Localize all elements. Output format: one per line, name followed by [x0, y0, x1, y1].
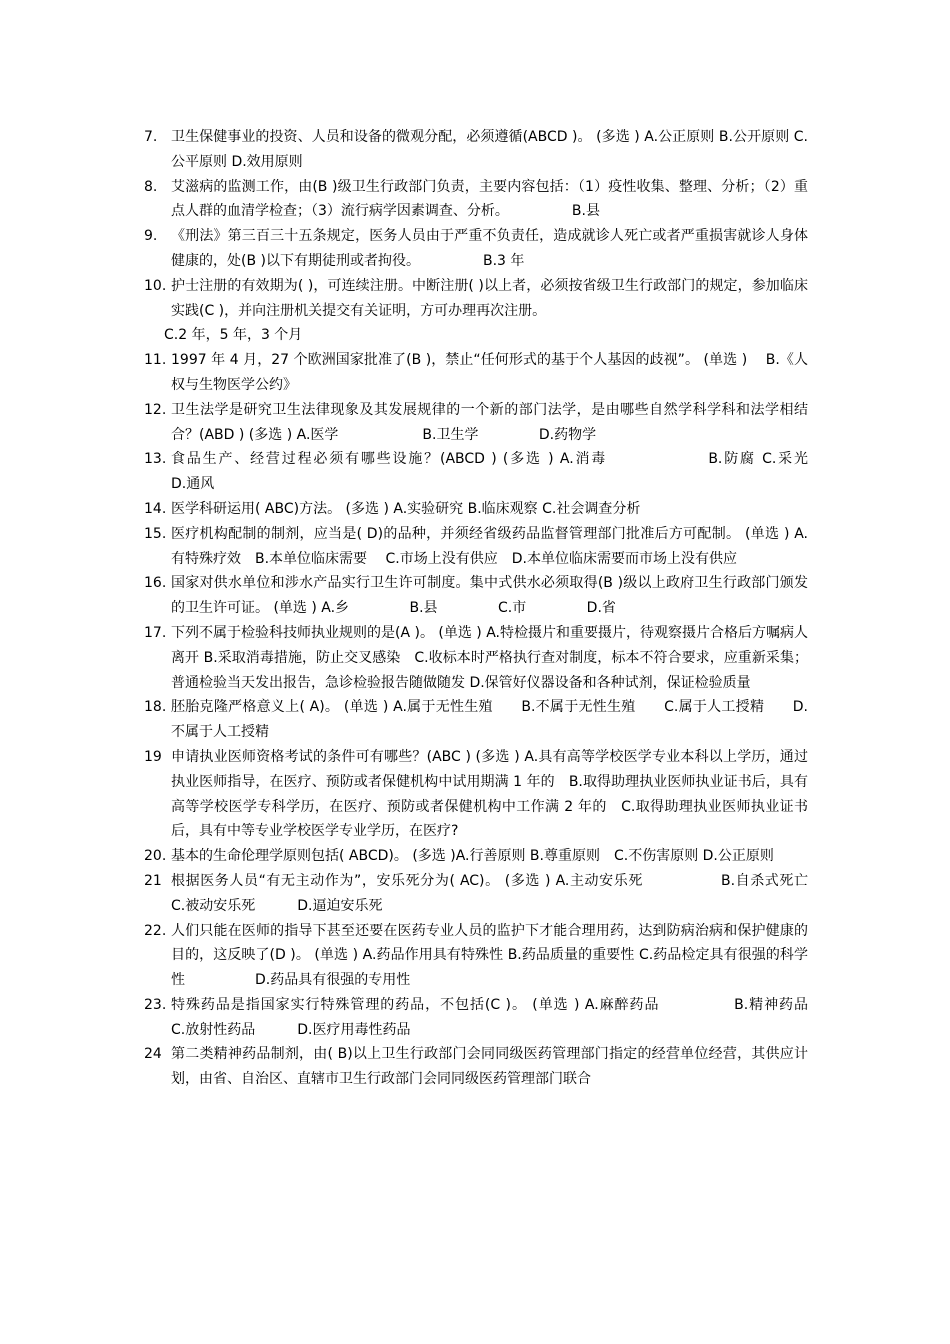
question-list [144, 125, 869, 1092]
question-item [144, 175, 808, 225]
question-item [144, 274, 808, 324]
question-item [144, 224, 808, 274]
question-item [144, 745, 808, 844]
question-text: 《刑法》第三百三十五条规定，医务人员由于严重不负责任，造成就诊人死亡或者严重损害就诊人身体健康的，处(B )以下有期徒刑或者拘役。 B.3 年 [171, 228, 808, 269]
answer-line [144, 323, 808, 348]
question-number: 11. [144, 352, 167, 369]
question-number: 15. [144, 525, 167, 542]
question-number: 9. [144, 228, 158, 245]
question-number: 12. [144, 401, 167, 418]
question-number: 23. [144, 996, 167, 1013]
question-text: 特殊药品是指国家实行特殊管理的药品，不包括(C )。 (单选 ) A.麻醉药品 B.精神药品 C.放射性药品 D.医疗用毒性药品 [171, 996, 864, 1038]
question-text: 食品生产、经营过程必须有哪些设施？(ABCD ) (多选 ) A.消毒 B.防腐 C.采光 D.通风 [171, 451, 869, 493]
question-item [144, 869, 864, 919]
question-text: 人们只能在医师的指导下甚至还要在医药专业人员的监护下才能合理用药，达到防病治病和保护健康的目的，这反映了(D )。 (单选 ) A.药品作用具有特殊性 B.药品质量的重要性 C.药品检定具有很强的科学性 D.药品具有很强的专用性 [171, 922, 808, 989]
question-text: 卫生法学是研究卫生法律现象及其发展规律的一个新的部门法学，是由哪些自然学科学科和法学相结合？(ABD ) (多选 ) A.医学 B.卫生学 D.药物学 [171, 401, 808, 443]
question-item [144, 497, 808, 522]
question-text: 申请执业医师资格考试的条件可有哪些？(ABC ) (多选 ) A.具有高等学校医学专业本科以上学历，通过执业医师指导，在医疗、预防或者保健机构中试用期满 1 年的 B.取得助理执业医师执业证书后，具有高等学校医学专科学历，在医疗、预防或者保健机构中工作满 2 年的 C.取得助理执业医师执业证书后，具有中等专业学校医学专业学历，在医疗? [171, 748, 808, 840]
question-text: 基本的生命伦理学原则包括( ABCD)。 (多选 )A.行善原则 B.尊重原则 C.不伤害原则 D.公正原则 [171, 848, 774, 865]
question-text: 第二类精神药品制剂，由( B)以上卫生行政部门会同同级医药管理部门指定的经营单位经营，其供应计划，由省、自治区、直辖市卫生行政部门会同同级医药管理部门联合 [171, 1046, 808, 1088]
question-number: 18. [144, 699, 167, 716]
question-text: 国家对供水单位和涉水产品实行卫生许可制度。集中式供水必须取得(B )级以上政府卫生行政部门颁发的卫生许可证。 (单选 ) A.乡 B.县 C.市 D.省 [171, 575, 808, 617]
question-number: 22. [144, 922, 167, 939]
question-text: 根据医务人员“有无主动作为”，安乐死分为( AC)。 (多选 ) A.主动安乐死 B.自杀式死亡 C.被动安乐死 D.逼迫安乐死 [171, 872, 864, 914]
question-number: 7. [144, 129, 158, 145]
question-item [144, 447, 869, 497]
question-item [144, 522, 808, 572]
question-text: 护士注册的有效期为( )，可连续注册。中断注册( )以上者，必须按省级卫生行政部门的规定，参加临床实践(C )，并向注册机关提交有关证明，方可办理再次注册。 [171, 277, 808, 319]
question-item [144, 398, 808, 448]
question-item [144, 1042, 808, 1092]
question-number: 16. [144, 575, 167, 592]
question-item [144, 695, 808, 745]
question-number: 19 [144, 748, 162, 765]
question-item [144, 621, 808, 695]
question-number: 10. [144, 277, 167, 294]
question-item [144, 919, 808, 993]
question-number: 8. [144, 178, 158, 195]
question-item [144, 844, 808, 869]
question-text: 卫生保健事业的投资、人员和设备的微观分配，必须遵循(ABCD )。 (多选 ) A.公正原则 B.公开原则 C.公平原则 D.效用原则 [171, 129, 808, 170]
question-number: 20. [144, 848, 167, 865]
question-text: 医学科研运用( ABC)方法。 (多选 ) A.实验研究 B.临床观察 C.社会调查分析 [171, 500, 641, 517]
question-number: 21 [144, 872, 162, 889]
question-text: 艾滋病的监测工作，由(B )级卫生行政部门负责，主要内容包括：（1）疫性收集、整理、分析；（2）重点人群的血清学检查；（3）流行病学因素调查、分析。 B.县 [171, 178, 808, 220]
question-number: 17. [144, 624, 167, 641]
question-number: 14. [144, 500, 167, 517]
question-item [144, 993, 864, 1043]
question-item [144, 348, 808, 398]
answer-text: C.2 年，5 年，3 个月 [164, 327, 303, 344]
question-text: 医疗机构配制的制剂，应当是( D)的品种，并须经省级药品监督管理部门批准后方可配制。 (单选 ) A.有特殊疗效 B.本单位临床需要 C.市场上没有供应 D.本单位临床需要而市场上没有供应 [171, 525, 808, 567]
question-text: 1997 年 4 月，27 个欧洲国家批准了(B )，禁止“任何形式的基于个人基因的歧视”。 (单选 ) B.《人权与生物医学公约》 [171, 352, 808, 393]
question-number: 13. [144, 451, 167, 468]
question-item [144, 571, 808, 621]
question-number: 24 [144, 1046, 162, 1063]
question-item [144, 125, 808, 175]
question-text: 胚胎克隆严格意义上( A)。 (单选 ) A.属于无性生殖 B.不属于无性生殖 C.属于人工授精 D.不属于人工授精 [171, 699, 808, 741]
question-text: 下列不属于检验科技师执业规则的是(A )。 (单选 ) A.特检摄片和重要摄片，待观察摄片合格后方嘱病人离开 B.采取消毒措施，防止交叉感染 C.收标本时严格执行查对制度，标本不符合要求，应重新采集；普通检验当天发出报告，急诊检验报告随做随发 D.保管好仪器设备和各种试剂，保证检验质量 [171, 624, 809, 691]
